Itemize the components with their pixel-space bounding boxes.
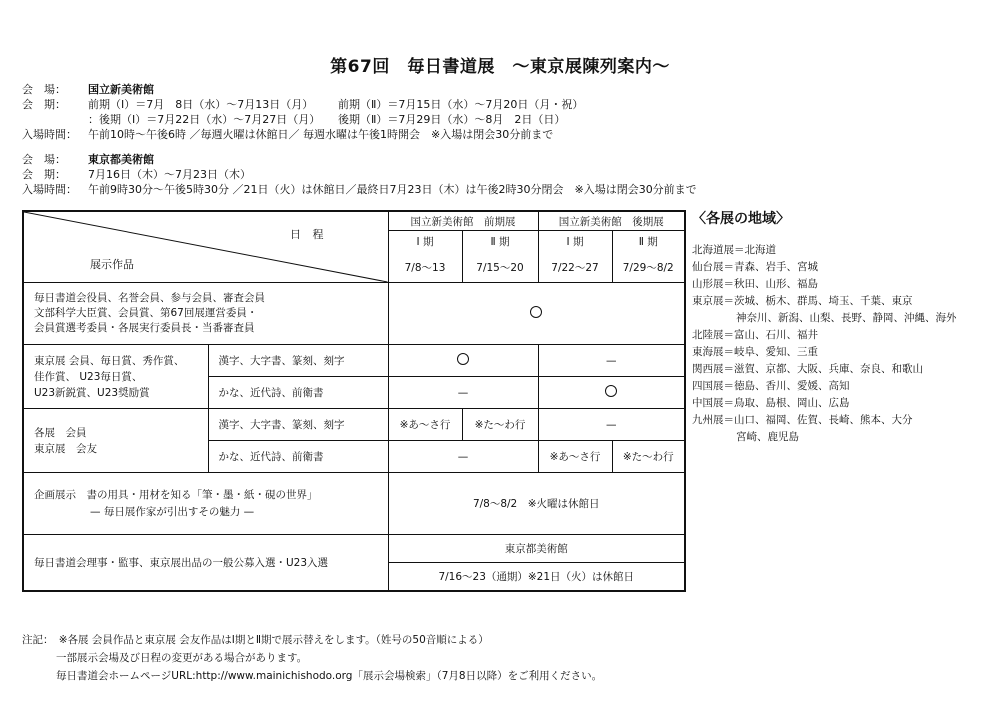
- date-late-2: 7/29～8/2: [612, 253, 685, 283]
- friends-kanji-e2: ※た～わ行: [462, 409, 538, 441]
- venue-info-national: [22, 82, 583, 142]
- members-kanji-early: [388, 345, 538, 377]
- period-late-2: 後期（Ⅱ）＝7月29日（水）～8月 2日（日）: [338, 113, 566, 126]
- friends-kana-early: —: [388, 441, 538, 473]
- sub-kanji: 漢字、大字書、篆刻、刻字: [208, 409, 388, 441]
- page-title: 第67回 毎日書道展 ～東京展陳列案内～: [330, 57, 670, 77]
- region-item: 東京展＝茨城、栃木、群馬、埼玉、千葉、東京: [692, 295, 913, 307]
- footnotes: [22, 631, 602, 685]
- early-exhibition-header: 国立新美術館 前期展: [388, 211, 538, 231]
- phase-2-late: Ⅱ 期: [612, 231, 685, 253]
- hours-text: 午前9時30分～午後5時30分 ／21日（火）は休館日／最終日7月23日（木）は午後2時30分閉会 ※入場は閉会30分前まで: [88, 183, 697, 196]
- row-members-label: 東京展 会員、毎日賞、秀作賞、 佳作賞、 U23毎日賞、 U23新鋭賞、U23奨励賞: [23, 345, 208, 409]
- members-kanji-late: —: [538, 345, 685, 377]
- region-item: 仙台展＝青森、岩手、宮城: [692, 261, 818, 273]
- regions-title: 〈各展の地域〉: [692, 211, 790, 227]
- row-special-value: 7/8～8/2 ※火曜は休館日: [388, 473, 685, 535]
- region-item: 北陸展＝富山、石川、福井: [692, 329, 818, 341]
- friends-kanji-late: —: [538, 409, 685, 441]
- venue-name: 東京都美術館: [88, 153, 154, 166]
- phase-1-late: Ⅰ 期: [538, 231, 612, 253]
- hours-label: 入場時間：: [22, 128, 77, 141]
- venue-label: 会 場：: [22, 153, 66, 166]
- sub-kana: かな、近代詩、前衛書: [208, 377, 388, 409]
- sub-kana: かな、近代詩、前衛書: [208, 441, 388, 473]
- region-item: 神奈川、新潟、山梨、長野、静岡、沖縄、海外: [736, 312, 957, 324]
- circle-mark: [530, 306, 542, 318]
- works-axis-label: 展示作品: [90, 258, 134, 271]
- special-title: 企画展示 書の用具・用材を知る「筆・墨・紙・硯の世界」: [34, 488, 318, 501]
- note-line: 一部展示会場及び日程の変更がある場合があります。: [56, 652, 308, 664]
- table-corner-header: [23, 211, 388, 283]
- exhibition-schedule-table: [22, 210, 686, 592]
- note-line: 注記： ※各展 会員作品と東京展 会友作品はⅠ期とⅡ期で展示替えをします。（姓号の50音順による）: [22, 634, 489, 646]
- row-friends-label: 各展 会員 東京展 会友: [23, 409, 208, 473]
- region-item: 九州展＝山口、福岡、佐賀、長崎、熊本、大分: [692, 414, 913, 426]
- date-late-1: 7/22～27: [538, 253, 612, 283]
- special-subtitle: — 毎日展作家が引出すその魅力 —: [90, 505, 255, 518]
- sub-kanji: 漢字、大字書、篆刻、刻字: [208, 345, 388, 377]
- date-early-1: 7/8～13: [388, 253, 462, 283]
- phase-1-early: Ⅰ 期: [388, 231, 462, 253]
- period-label: 会 期：: [22, 168, 66, 181]
- period-label: 会 期：: [22, 98, 66, 111]
- region-item: 山形展＝秋田、山形、福島: [692, 278, 818, 290]
- row-directors-value: 7/16～23（通期）※21日（火）は休館日: [388, 563, 685, 591]
- period-text: 7月16日（木）～7月23日（木）: [88, 168, 251, 181]
- period-early-2: 前期（Ⅱ）＝7月15日（水）～7月20日（月・祝）: [338, 98, 584, 111]
- row-directors-venue: 東京都美術館: [388, 535, 685, 563]
- phase-2-early: Ⅱ 期: [462, 231, 538, 253]
- region-item: 関西展＝滋賀、京都、大阪、兵庫、奈良、和歌山: [692, 363, 923, 375]
- region-item: 中国展＝鳥取、島根、岡山、広島: [692, 397, 850, 409]
- period-early-1: 前期（Ⅰ）＝7月 8日（水）～7月13日（月）: [88, 98, 314, 111]
- period-spacer: [22, 112, 88, 127]
- period-late-1: ：後期（Ⅰ）＝7月22日（水）～7月27日（月）: [88, 113, 321, 126]
- row-special-label: [23, 473, 388, 535]
- region-item: 宮崎、鹿児島: [736, 431, 799, 443]
- friends-kana-l1: ※あ～さ行: [538, 441, 612, 473]
- schedule-axis-label: 日 程: [290, 228, 328, 241]
- region-item: 東海展＝岐阜、愛知、三重: [692, 346, 818, 358]
- hours-label: 入場時間：: [22, 183, 77, 196]
- venue-name: 国立新美術館: [88, 83, 154, 96]
- region-item: 四国展＝徳島、香川、愛媛、高知: [692, 380, 850, 392]
- friends-kana-l2: ※た～わ行: [612, 441, 685, 473]
- late-exhibition-header: 国立新美術館 後期展: [538, 211, 685, 231]
- hours-text: 午前10時～午後6時 ／毎週火曜は休館日／ 毎週水曜は午後1時開会 ※入場は閉会30分前まで: [88, 128, 554, 141]
- circle-mark: [457, 353, 469, 365]
- members-kana-late: [538, 377, 685, 409]
- diagonal-line: [24, 212, 388, 282]
- note-line: 毎日書道会ホームページURL:http://www.mainichishodo.org「展示会場検索」（7月8日以降）をご利用ください。: [56, 670, 603, 682]
- venue-info-metropolitan: [22, 152, 697, 197]
- date-early-2: 7/15～20: [462, 253, 538, 283]
- members-kana-early: —: [388, 377, 538, 409]
- region-item: 北海道展＝北海道: [692, 244, 776, 256]
- row-officers-label: 毎日書道会役員、名誉会員、参与会員、審査会員 文部科学大臣賞、会員賞、第67回展運営委員・ 会員賞選考委員・各展実行委員長・当番審査員: [23, 283, 388, 345]
- circle-mark: [605, 385, 617, 397]
- venue-label: 会 場：: [22, 83, 66, 96]
- regions-panel: [692, 208, 957, 446]
- row-directors-label: 毎日書道会理事・監事、東京展出品の一般公募入選・U23入選: [23, 535, 388, 591]
- friends-kanji-e1: ※あ～さ行: [388, 409, 462, 441]
- row-officers-mark: [388, 283, 685, 345]
